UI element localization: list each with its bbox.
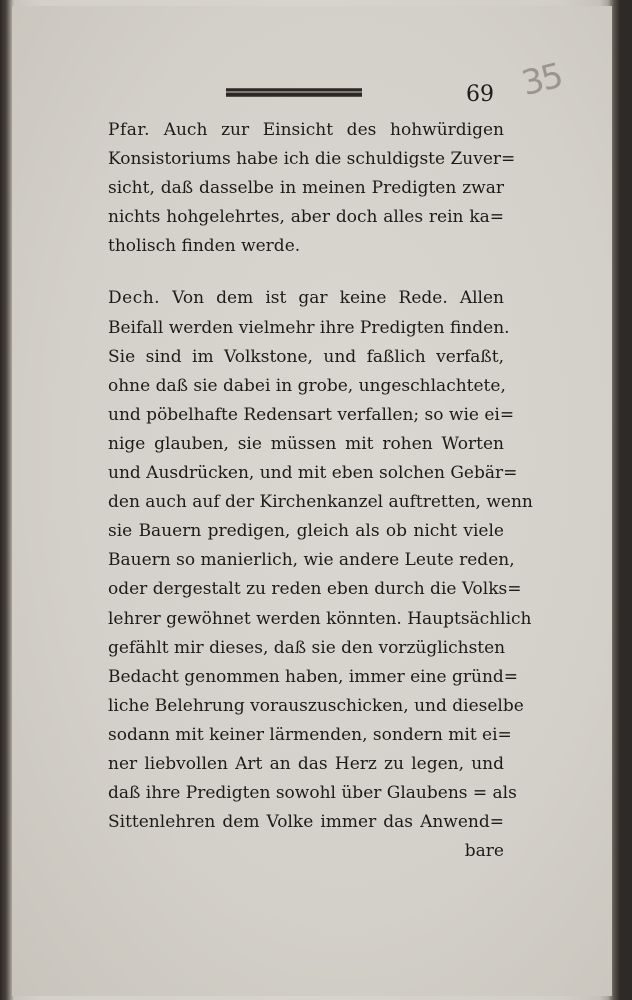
text-line: und pöbelhafte Redensart verfallen; so wie ei= xyxy=(108,404,515,425)
text-line: ohne daß sie dabei in grobe, ungeschlachtete, xyxy=(108,375,506,396)
text-line: oder dergestalt zu reden eben durch die Volks= xyxy=(108,579,522,600)
text-line: Konsistoriums habe ich die schuldigste Zuver= xyxy=(108,149,516,170)
text-line: liche Belehrung vorauszuschicken, und dieselbe xyxy=(108,695,524,716)
body-text xyxy=(108,116,533,866)
pencil-annotation: 35 xyxy=(517,55,566,105)
text-line: sodann mit keiner lärmenden, sondern mit ei= xyxy=(108,724,512,745)
text-line: Bedacht genommen haben, immer eine gründ= xyxy=(108,666,519,687)
text-line: Sie sind im Volkstone, und faßlich verfaßt, xyxy=(108,346,504,367)
text-line: gefählt mir dieses, daß sie den vorzüglichsten xyxy=(108,637,506,658)
text-line: nige glauben, sie müssen mit rohen Worten xyxy=(108,433,504,454)
page-number: 69 xyxy=(466,82,494,107)
text-line: nichts hohgelehrtes, aber doch alles rein ka= xyxy=(108,207,504,228)
speaker-label: Dech. xyxy=(108,288,161,309)
text-line: Sittenlehren dem Volke immer das Anwend= xyxy=(108,812,504,833)
text-line: den auch auf der Kirchenkanzel auftretten, wenn xyxy=(108,492,533,513)
text-line: lehrer gewöhnet werden könnten. Hauptsächlich xyxy=(108,608,532,629)
text-line: Dech. Von dem ist gar keine Rede. Allen xyxy=(108,288,504,309)
paragraph-gap xyxy=(108,261,504,284)
speaker-label: Pfar. xyxy=(108,120,151,140)
text-line: daß ihre Predigten sowohl über Glaubens = als xyxy=(108,783,517,804)
text-line: sie Bauern predigen, gleich als ob nicht viele xyxy=(108,521,504,542)
text-line: und Ausdrücken, und mit eben solchen Gebär= xyxy=(108,463,518,484)
header-ornamental-rule xyxy=(226,88,362,97)
text-line: Bauern so manierlich, wie andere Leute reden, xyxy=(108,550,515,571)
text-line: sicht, daß dasselbe in meinen Predigten zwar xyxy=(108,178,504,199)
text-line: Pfar. Auch zur Einsicht des hohwürdigen xyxy=(108,120,504,140)
text-line: Beifall werden vielmehr ihre Predigten finden. xyxy=(108,317,510,338)
text-line: tholisch finden werde. xyxy=(108,236,301,257)
catchword: bare xyxy=(464,841,504,862)
text-line: ner liebvollen Art an das Herz zu legen, und xyxy=(108,753,504,774)
